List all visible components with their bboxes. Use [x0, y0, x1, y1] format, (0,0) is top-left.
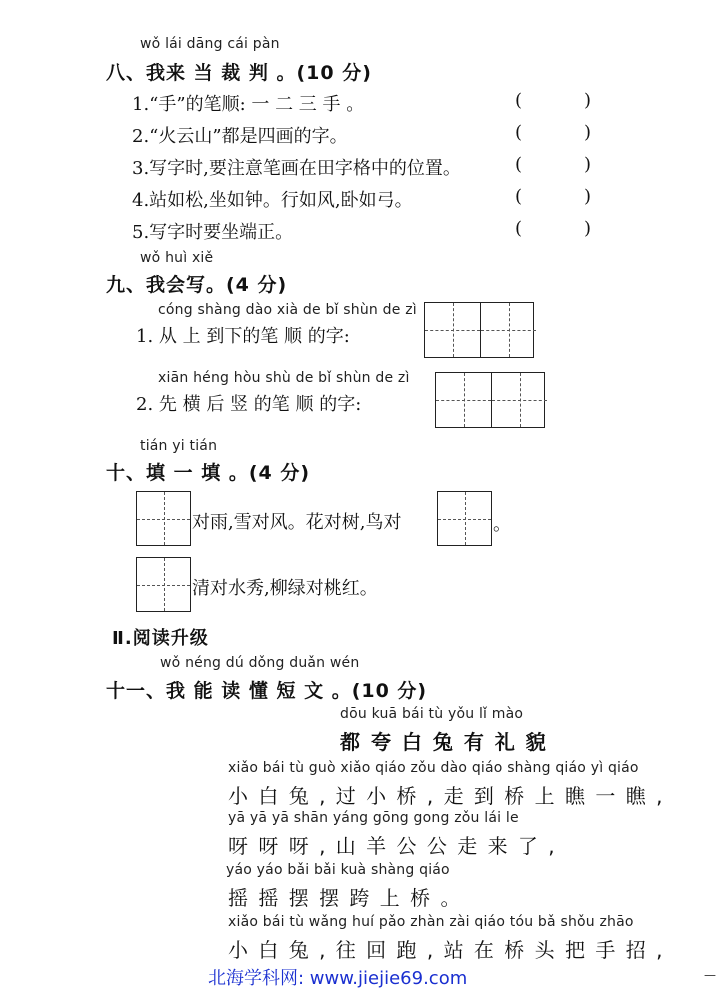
q2-pinyin: xiān héng hòu shù de bǐ shùn de zì	[158, 370, 410, 386]
story-line-2-pinyin: yā yā yā shān yáng gōng gong zǒu lái le	[228, 810, 519, 826]
section9-pinyin: wǒ huì xiě	[140, 250, 214, 266]
story-line-4: 小 白 兔 , 往 回 跑 , 站 在 桥 头 把 手 招 ,	[228, 938, 665, 962]
judge-item-3: 3.写字时,要注意笔画在田字格中的位置。	[132, 158, 461, 179]
q2-text: 2. 先 横 后 竖 的笔 顺 的字:	[136, 394, 362, 415]
footer-watermark: 北海学科网: www.jiejie69.com	[208, 968, 468, 989]
story-line-1-pinyin: xiǎo bái tù guò xiǎo qiáo zǒu dào qiáo shàng qiáo yì qiáo	[228, 760, 639, 776]
story-line-4-pinyin: xiǎo bái tù wǎng huí pǎo zhàn zài qiáo tóu bǎ shǒu zhāo	[228, 914, 634, 930]
answer-blank-3[interactable]: ( )	[515, 154, 592, 175]
answer-blank-4[interactable]: ( )	[515, 186, 592, 207]
story-title-pinyin: dōu kuā bái tù yǒu lǐ mào	[340, 706, 524, 722]
section8-pinyin: wǒ lái dāng cái pàn	[140, 36, 280, 52]
section8-heading: 八、我来 当 裁 判 。(10 分)	[106, 62, 372, 84]
couplet-line-2: 清对水秀,柳绿对桃红。	[192, 578, 378, 599]
section11-heading: 十一、我 能 读 懂 短 文 。(10 分)	[106, 680, 428, 702]
section11-pinyin: wǒ néng dú dǒng duǎn wén	[160, 655, 360, 671]
q2-tianzige-grid[interactable]	[435, 372, 545, 428]
fill-box-2[interactable]	[437, 491, 492, 546]
story-line-1: 小 白 兔 , 过 小 桥 , 走 到 桥 上 瞧 一 瞧 ,	[228, 784, 665, 808]
story-line-3-pinyin: yáo yáo bǎi bǎi kuà shàng qiáo	[226, 862, 450, 878]
part2-heading: Ⅱ.阅读升级	[112, 628, 209, 649]
judge-item-1: 1.“手”的笔顺: 一 二 三 手 。	[132, 94, 365, 115]
section10-heading: 十、填 一 填 。(4 分)	[106, 462, 311, 484]
answer-blank-5[interactable]: ( )	[515, 218, 592, 239]
answer-blank-1[interactable]: ( )	[515, 90, 592, 111]
section9-heading: 九、我会写。(4 分)	[106, 274, 288, 296]
q1-tianzige-grid[interactable]	[424, 302, 534, 358]
corner-mark: —	[704, 968, 716, 982]
judge-item-5: 5.写字时要坐端正。	[132, 222, 294, 243]
q1-text: 1. 从 上 到下的笔 顺 的字:	[136, 326, 350, 347]
judge-item-2: 2.“火云山”都是四画的字。	[132, 126, 348, 147]
section10-pinyin: tián yi tián	[140, 438, 218, 454]
story-line-3: 摇 摇 摆 摆 跨 上 桥 。	[228, 886, 463, 910]
fill-box-3[interactable]	[136, 557, 191, 612]
couplet-line-1-end: 。	[493, 514, 511, 535]
fill-box-1[interactable]	[136, 491, 191, 546]
judge-item-4: 4.站如松,坐如钟。行如风,卧如弓。	[132, 190, 413, 211]
couplet-line-1: 对雨,雪对风。花对树,鸟对	[192, 512, 402, 533]
q1-pinyin: cóng shàng dào xià de bǐ shùn de zì	[158, 302, 417, 318]
story-line-2: 呀 呀 呀 , 山 羊 公 公 走 来 了 ,	[228, 834, 557, 858]
story-title: 都 夸 白 兔 有 礼 貌	[340, 730, 548, 754]
answer-blank-2[interactable]: ( )	[515, 122, 592, 143]
